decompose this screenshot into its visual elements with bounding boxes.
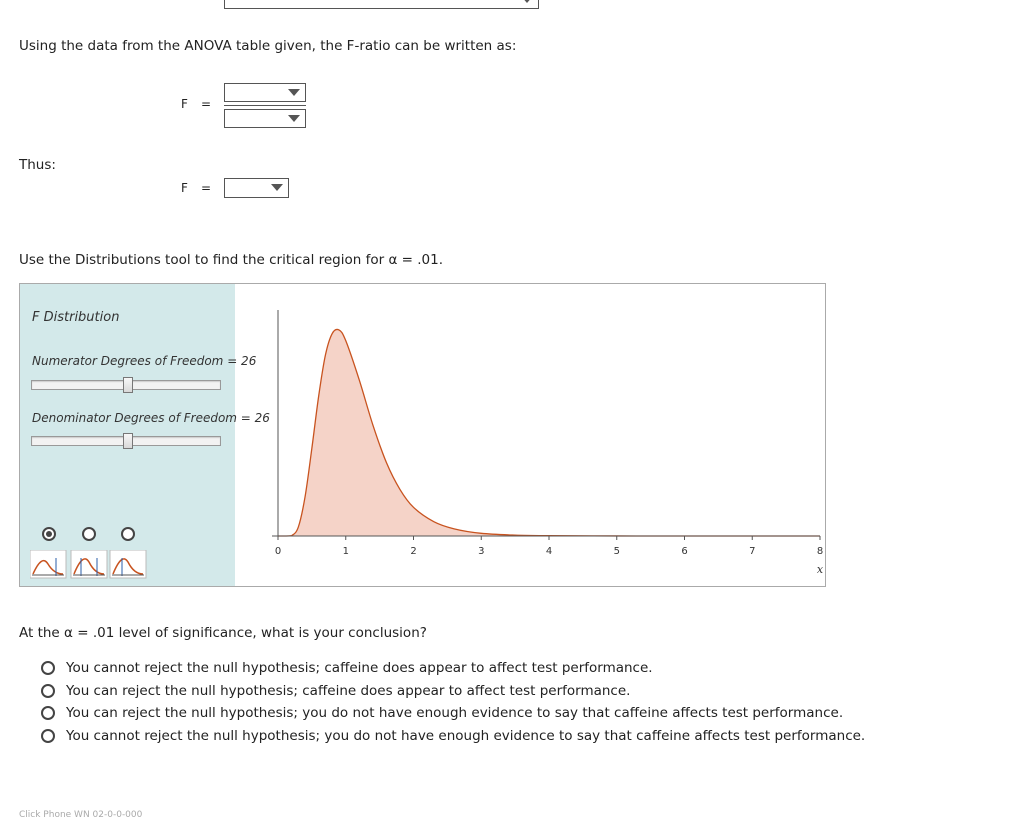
numerator-df-slider-handle[interactable] [123,377,133,393]
answer-label-2: You can reject the null hypothesis; caffeine does appear to affect test performance. [66,683,631,699]
tail-radio-two[interactable] [82,527,96,541]
f-distribution-chart [235,284,825,586]
tool-title: F Distribution [32,310,120,325]
x-tick-label: 2 [410,546,417,557]
chevron-down-icon [288,115,300,122]
chevron-down-icon [271,184,283,191]
numerator-df-label: Numerator Degrees of Freedom = 26 [32,354,257,368]
denominator-df-slider-handle[interactable] [123,433,133,449]
answer-radio-2[interactable] [41,684,55,698]
footer-text: Click Phone WN 02-0-0-000 [19,810,143,820]
tail-icons [30,550,150,580]
x-tick-label: 8 [816,546,824,557]
answer-label-1: You cannot reject the null hypothesis; caffeine does appear to affect test performance. [66,660,653,676]
tail-radio-left[interactable] [121,527,135,541]
equals-sign: = [201,97,212,111]
answer-radio-3[interactable] [41,706,55,720]
f-label: F [181,97,188,111]
fraction-bar [224,105,306,106]
left-tail-icon[interactable] [110,550,146,578]
x-tick-label: 7 [749,546,756,557]
f-value-dropdown[interactable] [224,178,289,198]
distribution-area [278,329,820,536]
tool-control-panel [20,284,270,586]
x-axis-label: x [816,563,824,576]
chevron-down-icon [521,0,533,3]
answer-radio-4[interactable] [41,729,55,743]
denominator-dropdown[interactable] [224,109,306,128]
thus-label: Thus: [19,157,56,173]
anova-instruction: Using the data from the ANOVA table given, the F-ratio can be written as: [19,38,517,54]
answer-label-4: You cannot reject the null hypothesis; you do not have enough evidence to say that caffeine affects test performance. [66,728,866,744]
two-tail-icon[interactable] [71,550,107,578]
x-tick-label: 4 [545,546,553,557]
right-tail-icon[interactable] [30,550,66,578]
x-tick-label: 1 [342,546,349,557]
distributions-tool [19,283,826,587]
answer-label-3: You can reject the null hypothesis; you do not have enough evidence to say that caffeine affects test performance. [66,705,844,721]
x-tick-label: 3 [478,546,485,557]
x-tick-label: 5 [613,546,620,557]
x-tick-label: 6 [681,546,688,557]
chevron-down-icon [288,89,300,96]
conclusion-question: At the α = .01 level of significance, what is your conclusion? [19,625,427,641]
f-label-2: F [181,181,188,195]
denominator-df-label: Denominator Degrees of Freedom = 26 [32,411,270,425]
top-dropdown[interactable] [224,0,539,9]
tail-radio-right[interactable] [42,527,56,541]
x-tick-label: 0 [274,546,282,557]
equals-sign-2: = [201,181,212,195]
numerator-dropdown[interactable] [224,83,306,102]
answer-radio-1[interactable] [41,661,55,675]
distribution-instruction: Use the Distributions tool to find the critical region for α = .01. [19,252,444,268]
